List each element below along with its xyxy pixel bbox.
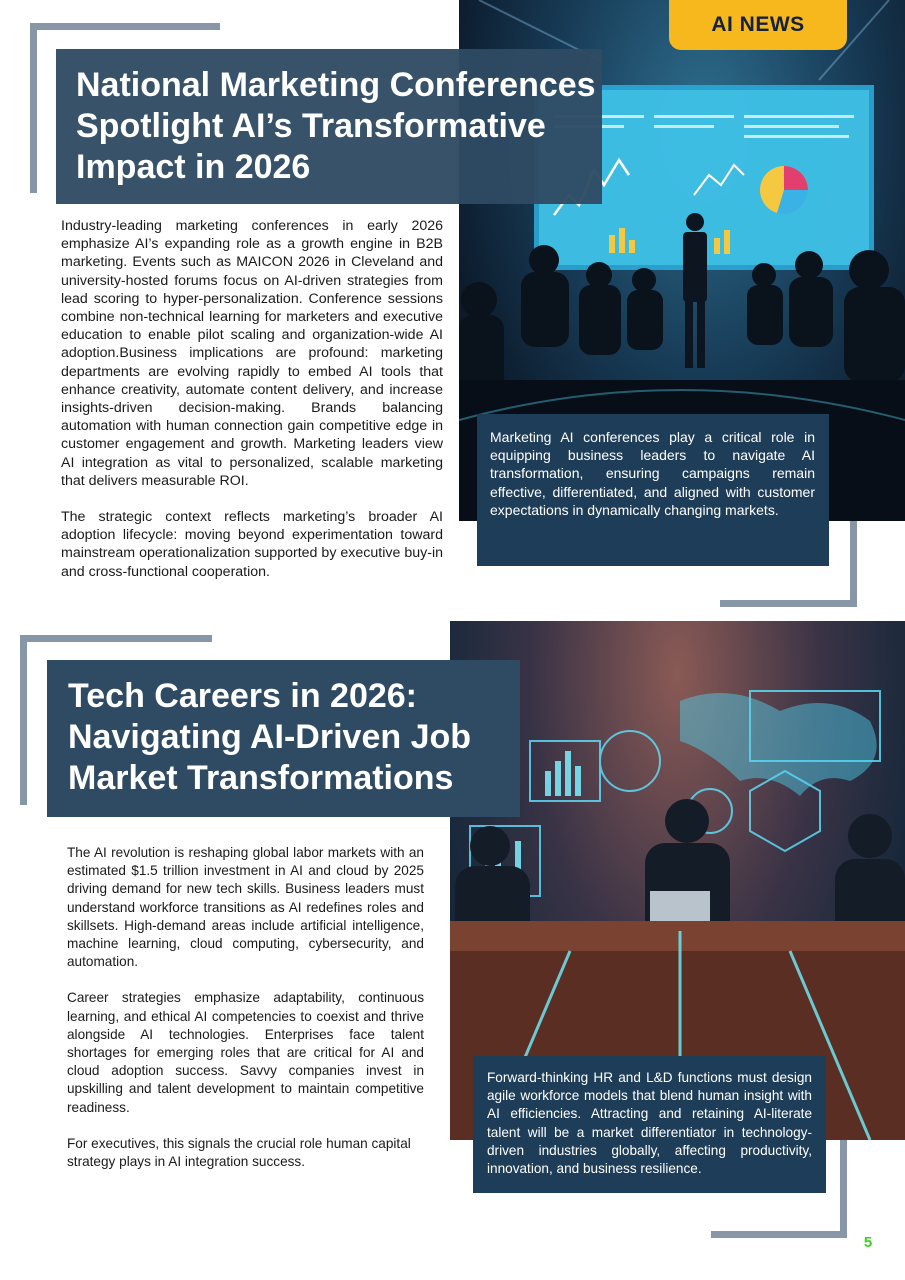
- bracket-top-left-2-vertical: [20, 635, 27, 805]
- article1-title-line-2: Spotlight AI’s Transformative: [76, 107, 546, 145]
- article1-body: [61, 217, 443, 581]
- article2-callout: Forward-thinking HR and L&D functions must design agile workforce models that blend human insight with AI efficiencies. Attracting and retaining AI-literate talent will be a market differentiator in technology-driven industries globally, affecting productivity, innovation, and business resilience.: [473, 1056, 826, 1193]
- article2-title: [47, 660, 520, 817]
- article1-title-line-3: Impact in 2026: [76, 148, 311, 186]
- article2-title-line-3: Market Transformations: [68, 759, 454, 797]
- article1-title: [56, 49, 602, 204]
- page-number: 5: [863, 1234, 873, 1251]
- article1-paragraph-1: Industry-leading marketing conferences in early 2026 emphasize AI’s expanding role as a growth engine in B2B marketing. Events such as MAICON 2026 in Cleveland and university-hosted forums focus on AI-driven strategies from lead scoring to hyper-personalization. Conference sessions combine non-technical learning for marketers and executive education to enable pilot scaling and organization-wide AI adoption.Business implications are profound: marketing departments are evolving rapidly to embed AI tools that enhance creativity, automate content delivery, and increase insights-driven decision-making. Brands balancing automation with human connection gain competitive edge in customer engagement and growth. Marketing leaders view AI integration as vital to personalized, scalable marketing that delivers measurable ROI.: [61, 218, 443, 489]
- article2-title-line-2: Navigating AI-Driven Job: [68, 718, 472, 756]
- bracket-top-left-1-vertical: [30, 23, 37, 193]
- bracket-bottom-right-2-horizontal: [711, 1231, 847, 1238]
- bracket-top-left-1-horizontal: [30, 23, 220, 30]
- article1-callout: Marketing AI conferences play a critical role in equipping business leaders to navigate AI transformation, ensuring campaigns remain effective, differentiated, and aligned with customer expectations in dynamically changing markets.: [477, 414, 829, 566]
- article1-title-line-1: National Marketing Conferences: [76, 66, 596, 104]
- bracket-top-left-2-horizontal: [20, 635, 212, 642]
- article1-paragraph-2: The strategic context reflects marketing’s broader AI adoption lifecycle: moving beyond experimentation toward mainstream operationalization supported by executive buy-in and cross-functional cooperation.: [61, 509, 443, 580]
- article2-paragraph-2: Career strategies emphasize adaptability, continuous learning, and ethical AI competencies to coexist and thrive alongside AI technologies. Enterprises face talent shortages for emerging roles that are critical for AI and cloud adoption success. Savvy companies invest in upskilling and talent development to maintain competitive readiness.: [67, 990, 424, 1115]
- article2-paragraph-1: The AI revolution is reshaping global labor markets with an estimated $1.5 trillion investment in AI and cloud by 2025 driving demand for new tech skills. Business leaders must understand workforce transitions as AI redefines roles and skillsets. High-demand areas include artificial intelligence, machine learning, cloud computing, cybersecurity, and automation.: [67, 845, 424, 970]
- bracket-bottom-right-1-horizontal: [720, 600, 857, 607]
- article2-body: [67, 844, 424, 1171]
- article2-paragraph-3: For executives, this signals the crucial role human capital strategy plays in AI integration success.: [67, 1135, 411, 1170]
- ai-news-badge: AI NEWS: [669, 0, 847, 50]
- article2-title-line-1: Tech Careers in 2026:: [68, 677, 417, 715]
